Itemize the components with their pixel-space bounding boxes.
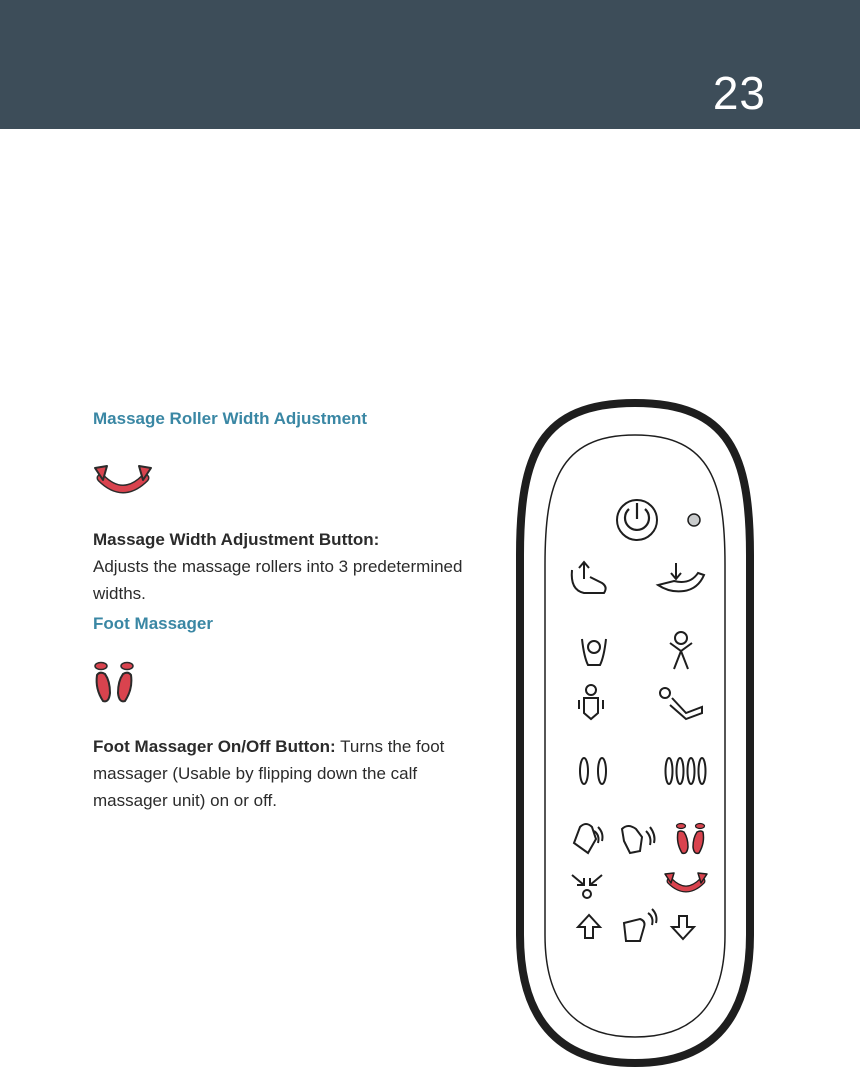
content-column [93, 408, 483, 814]
feet-icon [93, 661, 483, 711]
foot-button-text: Turns the foot massager (Usable by flipping down the calf massager unit) on or off. [93, 737, 445, 810]
width-section-heading: Massage Roller Width Adjustment [93, 409, 368, 428]
width-description [93, 526, 483, 607]
remote-control [500, 395, 770, 1067]
indicator-light-icon [688, 514, 700, 526]
foot-description [93, 733, 483, 814]
width-adjust-arrows-icon [93, 456, 483, 506]
foot-section-heading: Foot Massager [93, 614, 213, 633]
width-button-title: Massage Width Adjustment Button: [93, 530, 380, 549]
header-band [0, 0, 860, 129]
foot-button-title: Foot Massager On/Off Button: [93, 737, 336, 756]
page-number: 23 [712, 67, 766, 119]
width-button-text: Adjusts the massage rollers into 3 predetermined widths. [93, 557, 463, 603]
